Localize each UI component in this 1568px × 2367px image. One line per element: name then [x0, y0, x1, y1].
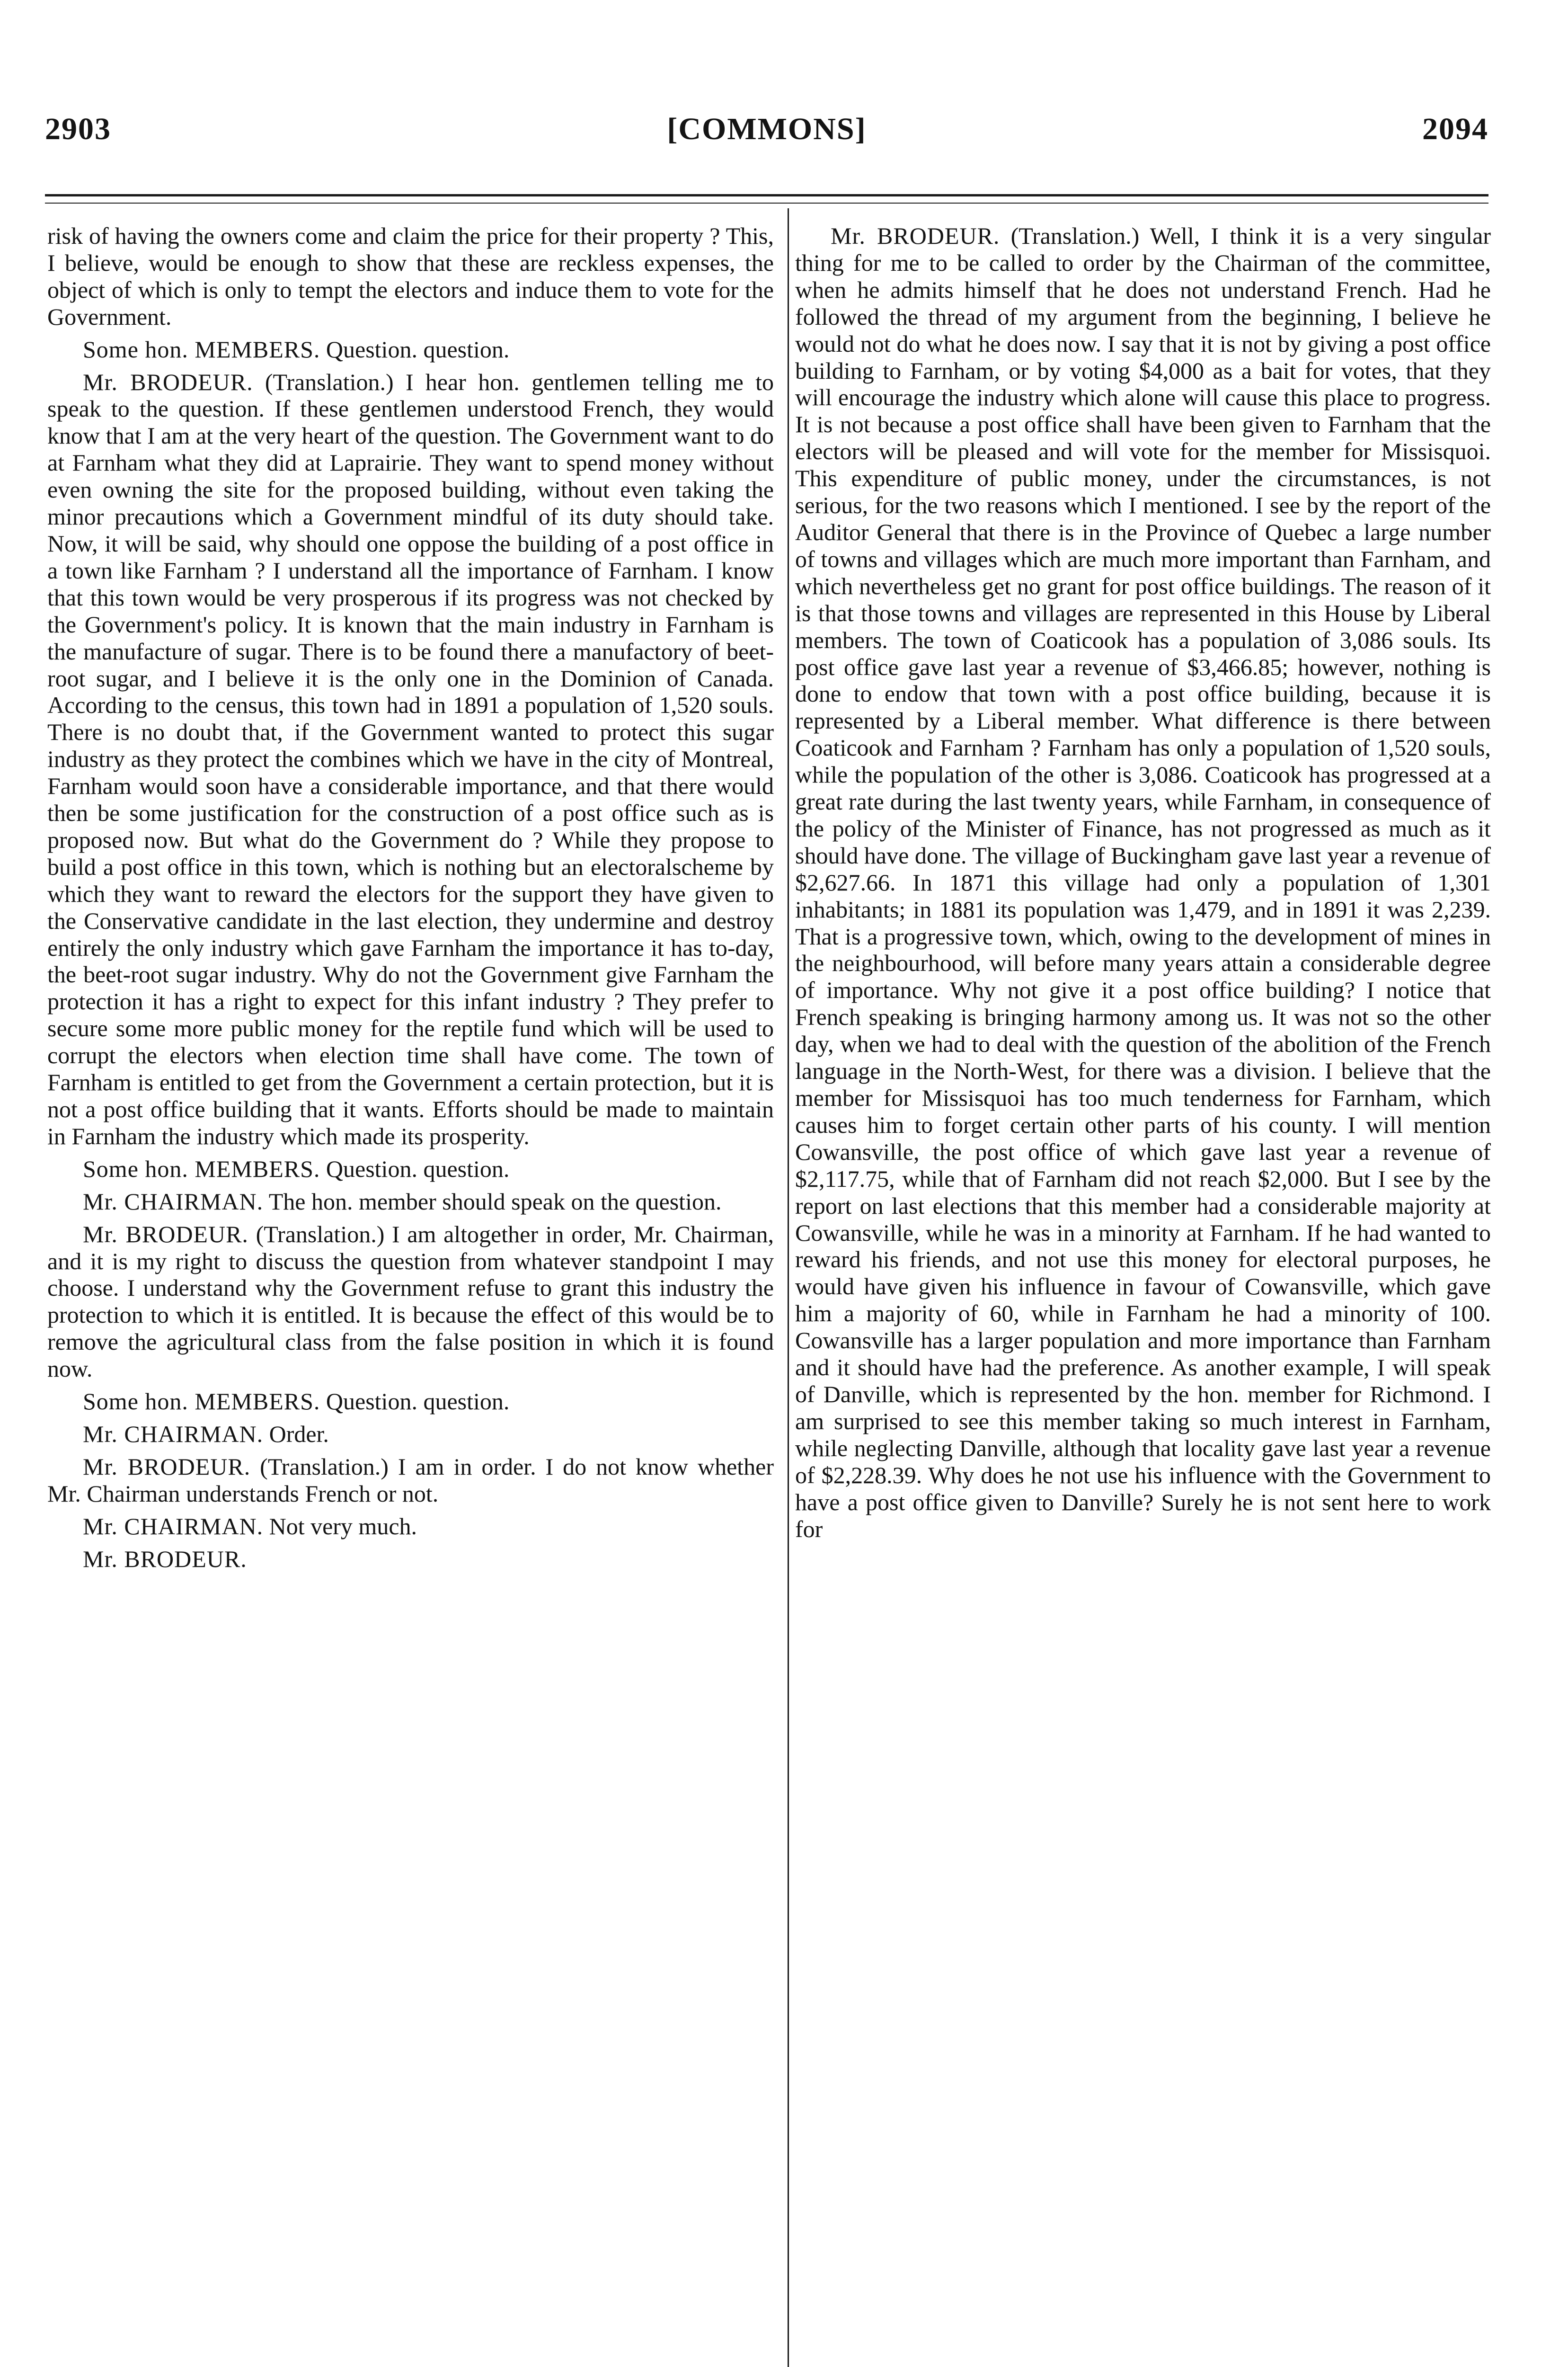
speaker-name: Mr. BRODEUR.: [83, 1545, 247, 1572]
speech-paragraph: [47, 1188, 774, 1215]
header-rule-thick: [45, 194, 1488, 196]
speech-paragraph: [47, 1388, 774, 1415]
header-rule-thin: [45, 203, 1488, 204]
speaker-name: Mr. BRODEUR.: [83, 1453, 251, 1480]
paragraph-text: (Translation.) I am altogether in order, Mr. Chairman, and it is my right to discuss the question from whatever standpoint I may choose. I understand why the Government refuse to grant this industry the protection to which it is entitled. It is because the effect of this would be to remove the agricultural class from the false position in which it is found now.: [47, 1220, 774, 1382]
speech-paragraph: [47, 369, 774, 1150]
speaker-name: Some hon. MEMBERS.: [83, 1388, 320, 1415]
page-number-left: 2903: [45, 112, 111, 146]
speech-paragraph: [47, 1421, 774, 1448]
speaker-name: Mr. BRODEUR.: [831, 222, 1000, 249]
speech-paragraph: [795, 222, 1491, 1542]
speech-paragraph: [47, 1453, 774, 1507]
left-column: [47, 222, 774, 2367]
paragraph-text: (Translation.) Well, I think it is a very singular thing for me to be called to order by the Chairman of the committee, when he admits himself that he does not understand French. Had he followed the thread of my argument from the beginning, I believe he would not do what he does now. I say that it is not by giving a post office building to Farnham, or by voting $4,000 as a bait for votes, that they will encourage the industry which alone will cause this place to progress. It is not because a post office shall have been given to Farnham that the electors will be pleased and will vote for the member for Missisquoi. This expenditure of public money, under the circumstances, is not serious, for the two reasons which I mentioned. I see by the report of the Auditor General that there is in the Province of Quebec a large number of towns and villages which are much more important than Farnham, and which nevertheless get no grant for post office buildings. The reason of it is that those towns and villages are represented in this House by Liberal members. The town of Coaticook has a population of 3,086 souls. Its post office gave last year a revenue of $3,466.85; however, nothing is done to endow that town with a post office building, because it is represented by a Liberal member. What difference is there between Coaticook and Farnham ? Farnham has only a population of 1,520 souls, while the population of the other is 3,086. Coaticook has progressed at a great rate during the last twenty years, while Farnham, in consequence of the policy of the Minister of Finance, has not progressed as much as it should have done. The village of Buckingham gave last year a revenue of $2,627.66. In 1871 this village had only a population of 1,301 inhabitants; in 1881 its population was 1,479, and in 1891 it was 2,239. That is a progressive town, which, owing to the development of mines in the neighbourhood, will before many years attain a considerable degree of importance. Why not give it a post office building? I notice that French speaking is bringing harmony among us. It was not so the other day, when we had to deal with the question of the abolition of the French language in the North-West, for there was a division. I believe that the member for Missisquoi has too much tenderness for Farnham, which causes him to forget certain other parts of his county. I will mention Cowansville, the post office of which gave last year a revenue of $2,117.75, while that of Farnham did not reach $2,000. But I see by the report on last elections that this member had a considerable majority at Cowansville, while he was in a minority at Farnham. If he had wanted to reward his friends, and not use this money for electoral purposes, he would have given his influence in favour of Cowansville, which gave him a majority of 60, while in Farnham he had a minority of 100. Cowansville has a larger population and more importance than Farnham and it should have had the preference. As another example, I will speak of Danville, which is represented by the hon. member for Richmond. I am surprised to see this member taking so much interest in Farnham, while neglecting Danville, although that locality gave last year a revenue of $2,228.39. Why does he not use his influence with the Government to have a post office given to Danville? Surely he is not sent here to work for: [795, 222, 1491, 1542]
paragraph-text: (Translation.) I am in order. I do not know whether Mr. Chairman understands French or not.: [47, 1453, 774, 1507]
page-header: [45, 111, 1488, 163]
speaker-name: Mr. BRODEUR.: [83, 1220, 248, 1247]
paragraph-text: Question. question.: [326, 1155, 510, 1182]
speech-paragraph: [47, 1156, 774, 1183]
speech-paragraph: [47, 1221, 774, 1382]
paragraph-text: Question. question.: [326, 336, 510, 363]
right-column: [795, 222, 1491, 2367]
paragraph-text: risk of having the owners come and claim the price for their property ? This, I believe, would be enough to show that these are reckless expenses, the object of which is only to tempt the electors and induce them to vote for the Government.: [47, 222, 774, 330]
paragraph-text: Question. question.: [326, 1388, 510, 1415]
speaker-name: Some hon. MEMBERS.: [83, 1155, 320, 1182]
speaker-name: Mr. CHAIRMAN.: [83, 1513, 264, 1539]
speaker-name: Some hon. MEMBERS.: [83, 336, 320, 363]
paragraph-text: The hon. member should speak on the question.: [268, 1188, 722, 1215]
speech-paragraph: [47, 1513, 774, 1540]
speaker-name: Mr. CHAIRMAN.: [83, 1188, 264, 1215]
page-number-right: 2094: [1422, 112, 1488, 146]
running-title: [COMMONS]: [667, 112, 867, 146]
paragraph-text: Order.: [269, 1420, 329, 1447]
speaker-name: Mr. CHAIRMAN.: [83, 1420, 264, 1447]
continued-paragraph: [47, 222, 774, 330]
speech-paragraph: [47, 1546, 774, 1573]
speaker-name: Mr. BRODEUR.: [83, 368, 253, 395]
paragraph-text: Not very much.: [269, 1513, 417, 1539]
speech-paragraph: [47, 336, 774, 363]
column-divider: [788, 208, 789, 2367]
paragraph-text: (Translation.) I hear hon. gentlemen telling me to speak to the question. If these gentlemen understood French, they would know that I am at the very heart of the question. The Government want to do at Farnham what they did at Laprairie. They want to spend money without even owning the site for the proposed building, without even taking the minor precautions which a Government mindful of its duty should take. Now, it will be said, why should one oppose the building of a post office in a town like Farnham ? I understand all the importance of Farnham. I know that this town would be very prosperous if its progress was not checked by the Government's policy. It is known that the main industry in Farnham is the manufacture of sugar. There is to be found there a manufactory of beet-root sugar, and I believe it is the only one in the Dominion of Canada. According to the census, this town had in 1891 a population of 1,520 souls. There is no doubt that, if the Government wanted to protect this sugar industry as they protect the combines which we have in the city of Montreal, Farnham would soon have a considerable importance, and that there would then be some justification for the construction of a post office such as is proposed now. But what do the Government do ? While they propose to build a post office in this town, which is nothing but an electoralscheme by which they want to reward the electors for the support they have given to the Conservative candidate in the last election, they undermine and destroy entirely the only industry which gave Farnham the importance it has to-day, the beet-root sugar industry. Why do not the Government give Farnham the protection it has a right to expect for this infant industry ? They prefer to secure some more public money for the reptile fund which will be used to corrupt the electors when election time shall have come. The town of Farnham is entitled to get from the Government a certain protection, but it is not a post office building that it wants. Efforts should be made to maintain in Farnham the industry which made its prosperity.: [47, 368, 774, 1149]
